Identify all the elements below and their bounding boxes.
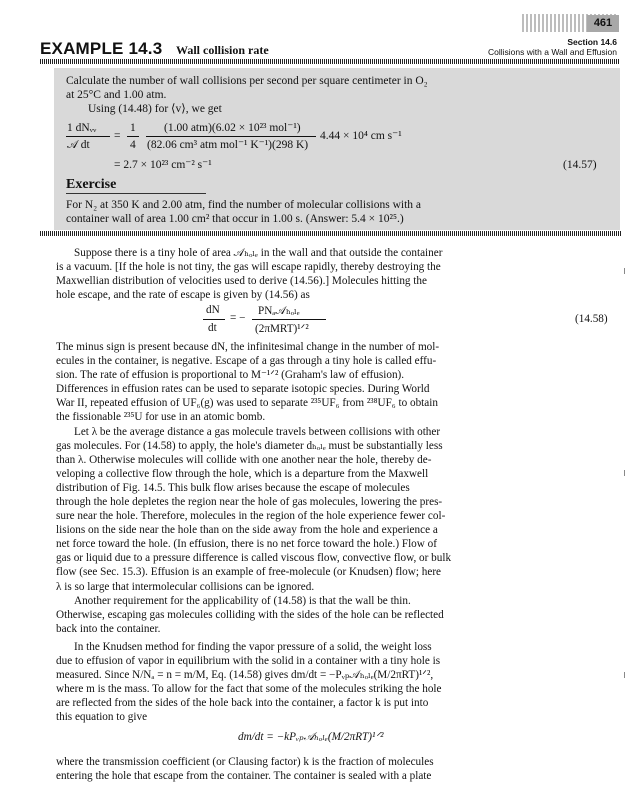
section-label: Section 14.6: [567, 37, 617, 47]
eq-result: = 2.7 × 10²³ cm⁻² s⁻¹: [114, 159, 212, 171]
paragraph-line: hole escape, and the rate of escape is given by (14.56) as: [56, 289, 310, 302]
effusion-eq-equals: = −: [230, 312, 246, 324]
paragraph-line: Otherwise, escaping gas molecules colliding with the sides of the hole can be reflected: [56, 609, 444, 622]
paragraph-line: The minus sign is present because dN, the infinitesimal change in the number of mol-: [56, 341, 440, 353]
paragraph-line: veloping a collective flow through the hole, which is a departure from the Maxwell: [56, 468, 429, 481]
paragraph-line: flow (see Sec. 15.3). Effusion is an example of free-molecule (or Knudsen) flow; here: [56, 566, 442, 579]
eq-coef-fraction-bar: [127, 136, 139, 137]
paragraph-line: Another requirement for the applicability of (14.58) is that the wall be thin.: [74, 595, 411, 607]
eq-equals-sign: =: [114, 130, 121, 142]
paragraph-line: the fissionable ²³⁵U for use in an atomic bomb.: [56, 411, 266, 424]
paragraph-line: measured. Since N/Nₐ = n = m/M, Eq. (14.58) gives dm/dt = −Pᵥₚ𝒜ₕₒₗₑ(M/2πRT)¹ᐟ²,: [56, 669, 434, 682]
paragraph-line: are reflected from the sides of the hole back into the container, a factor k is put into: [56, 697, 429, 710]
paragraph-line: Maxwellian distribution of velocities used to derive (14.56).] Molecules hitting the: [56, 275, 427, 288]
paragraph-line: than λ. Otherwise molecules will collide with one another near the hole, thereby de-: [56, 454, 432, 467]
eq-result-number: (14.57): [563, 159, 597, 171]
paragraph-line: In the Knudsen method for finding the vapor pressure of a solid, the weight loss: [74, 641, 432, 653]
paragraph-thin-wall: [56, 594, 622, 636]
paragraph-line: back into the container.: [56, 623, 161, 636]
eq-coef-denominator: 4: [130, 139, 136, 151]
eq-coef-numerator: 1: [130, 122, 136, 134]
margin-mark: [624, 268, 625, 274]
example-top-rule: [40, 59, 620, 64]
exercise-rule: [66, 193, 206, 194]
eq-main-denominator: (82.06 cm³ atm mol⁻¹ K⁻¹)(298 K): [147, 139, 309, 151]
margin-mark: [624, 672, 625, 678]
paragraph-line: entering the hole that escape from the container. The container is sealed with a plate: [56, 770, 432, 783]
paragraph-line: through the hole depletes the region near the hole of gas molecules, lowering the pres-: [56, 496, 443, 509]
effusion-eq-lhs-denominator: dt: [208, 322, 217, 334]
eq-lhs-denominator: 𝒜 dt: [67, 139, 90, 151]
effusion-eq-rhs-denominator: (2πMRT)¹ᐟ²: [255, 323, 309, 335]
paragraph-mean-free-path: [56, 425, 622, 594]
section-subtitle: Collisions with a Wall and Effusion: [488, 47, 617, 57]
paragraph-effusion: [56, 340, 622, 424]
exercise-line-2: container wall of area 1.00 cm² that occur in 1.00 s. (Answer: 5.4 × 10²⁵.): [66, 213, 404, 225]
margin-mark: [624, 470, 625, 476]
paragraph-line: sion. The rate of effusion is proportional to M⁻¹ᐟ² (Graham's law of effusion).: [56, 369, 405, 382]
paragraph-line: Let λ be the average distance a gas molecule travels between collisions with other: [74, 426, 441, 438]
paragraph-line: net force toward the hole. (In effusion, there is no net force toward the hole.) Flow of: [56, 538, 437, 551]
paragraph-line: is a vacuum. [If the hole is not tiny, the gas will escape rapidly, thereby destroying the: [56, 261, 441, 274]
paragraph-line: Differences in effusion rates can be used to separate isotopic species. During World: [56, 383, 430, 396]
effusion-eq-lhs-bar: [203, 319, 225, 320]
paragraph-knudsen: [56, 640, 622, 724]
paragraph-line: War II, repeated effusion of UF₆(g) was used to separate ²³⁵UF₆ from ²³⁸UF₆ to obtain: [56, 397, 438, 410]
paragraph-line: lisions on the side near the hole than on the side away from the hole and experience a: [56, 524, 438, 537]
paragraph-line: sure near the hole. Therefore, molecules in the region of the hole experience fewer col-: [56, 510, 446, 523]
effusion-eq-rhs-bar: [252, 319, 326, 320]
exercise-line-1: For N₂ at 350 K and 2.00 atm, find the number of molecular collisions with a: [66, 199, 422, 211]
paragraph-line: distribution of Fig. 14.5. This bulk flow arises because the escape of molecules: [56, 482, 410, 495]
eq-main-fraction-bar: [146, 136, 316, 137]
eq-lhs-numerator: 1 dNᵥᵥ: [67, 122, 97, 134]
paragraph-line: where the transmission coefficient (or Clausing factor) k is the fraction of molecules: [56, 756, 434, 768]
example-bottom-rule: [40, 231, 622, 236]
paragraph-line: gas or liquid due to a pressure difference is called viscous flow, convective flow, or bulk: [56, 552, 452, 565]
knudsen-equation: dm/dt = −kPᵥₚ𝒜ₕₒₗₑ(M/2πRT)¹ᐟ²: [238, 731, 384, 743]
effusion-eq-number: (14.58): [575, 313, 608, 325]
problem-line-1: Calculate the number of wall collisions per second per square centimeter in O₂: [66, 75, 428, 87]
paragraph-line: due to effusion of vapor in equilibrium with the solid in a container with a tiny hole is: [56, 655, 441, 668]
example-title: Wall collision rate: [176, 43, 269, 57]
effusion-eq-rhs-numerator: PNₐ𝒜ₕₒₗₑ: [258, 305, 300, 317]
paragraph-line: ecules in the container, is negative. Escape of a gas through a tiny hole is called effu-: [56, 355, 437, 368]
eq-lhs-fraction-bar: [66, 136, 110, 137]
using-line: Using (14.48) for ⟨v⟩, we get: [88, 103, 222, 115]
effusion-eq-lhs-numerator: dN: [206, 304, 220, 316]
example-label: EXAMPLE 14.3: [40, 39, 163, 58]
eq-velocity: 4.44 × 10⁴ cm s⁻¹: [320, 130, 402, 142]
paragraph-line: this equation to give: [56, 711, 148, 724]
paragraph-line: λ is so large that intermolecular collisions can be ignored.: [56, 580, 315, 593]
paragraph-line: where m is the mass. To allow for the fact that some of the molecules striking the hole: [56, 683, 442, 696]
paragraph-line: gas molecules. For (14.58) to apply, the hole's diameter dₕₒₗₑ must be substantially less: [56, 440, 443, 453]
exercise-heading: Exercise: [66, 177, 117, 192]
paragraph-line: Suppose there is a tiny hole of area 𝒜ₕₒₗₑ in the wall and that outside the container: [74, 247, 443, 259]
paragraph-intro: [56, 246, 622, 302]
eq-main-numerator: (1.00 atm)(6.02 × 10²³ mol⁻¹): [164, 122, 301, 134]
paragraph-transmission: [56, 755, 622, 783]
page-number: 461: [587, 15, 619, 32]
problem-line-2: at 25°C and 1.00 atm.: [66, 89, 167, 101]
